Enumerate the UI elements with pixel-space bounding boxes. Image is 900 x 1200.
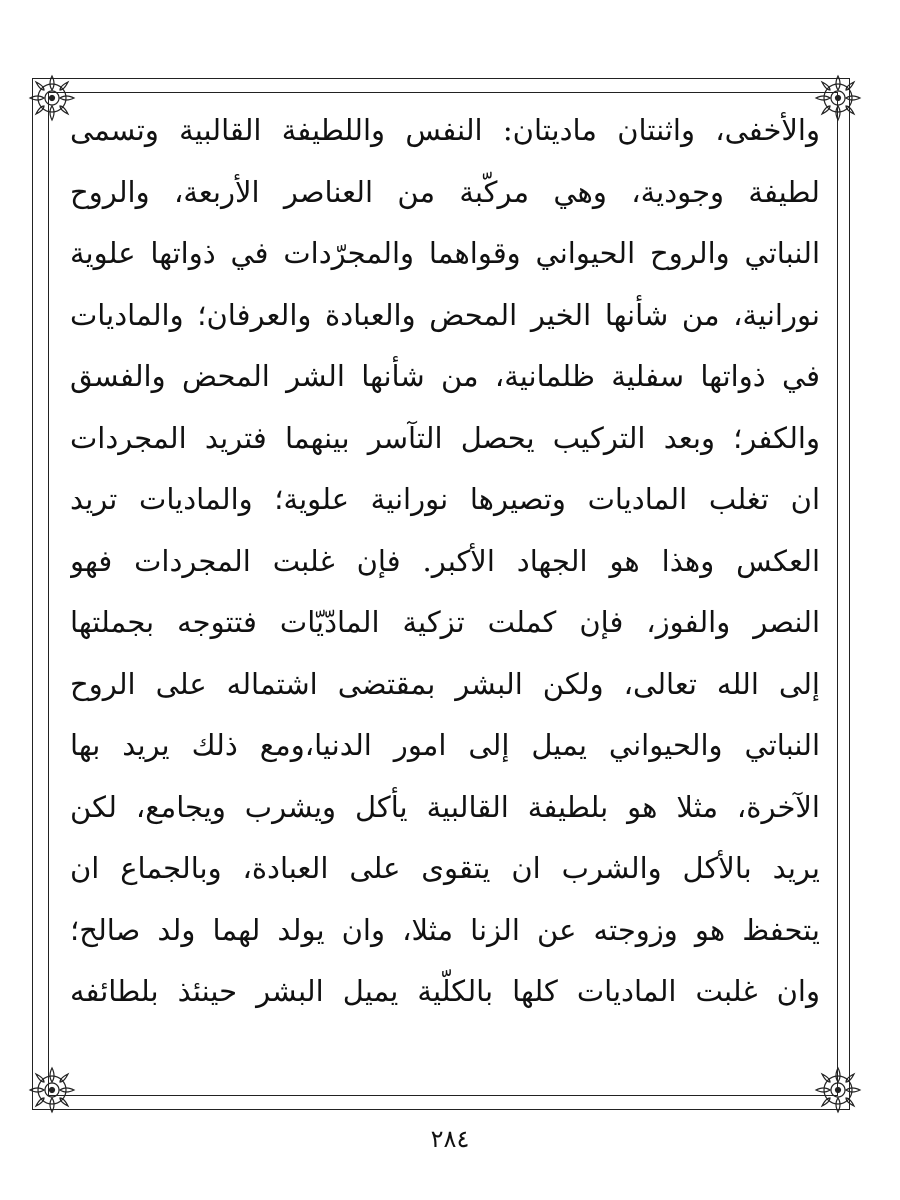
floral-corner-icon bbox=[22, 1060, 82, 1120]
text-line: والكفر؛ وبعد التركيب يحصل التآسر بينهما فتريد المجردات bbox=[70, 420, 820, 455]
page-number: ٢٨٤ bbox=[430, 1125, 470, 1153]
text-line: والأخفى، واثنتان ماديتان: النفس واللطيفة القالبية وتسمى bbox=[70, 113, 820, 147]
text-line: في ذواتها سفلية ظلمانية، من شأنها الشر المحض والفسق bbox=[70, 359, 820, 393]
text-line: النباتي والروح الحيواني وقواهما والمجرّدات في ذواتها علوية bbox=[70, 236, 820, 270]
body-text bbox=[70, 100, 820, 1023]
text-line: نورانية، من شأنها الخير المحض والعبادة والعرفان؛ والماديات bbox=[70, 297, 820, 332]
text-line: وان غلبت الماديات كلها بالكلّية يميل البشر حينئذ بلطائفه bbox=[70, 974, 820, 1008]
text-line: يتحفظ هو وزوجته عن الزنا مثلا، وان يولد لهما ولد صالح؛ bbox=[70, 912, 820, 947]
text-line: ان تغلب الماديات وتصيرها نورانية علوية؛ والماديات تريد bbox=[70, 482, 820, 516]
text-line: يريد بالأكل والشرب ان يتقوى على العبادة، وبالجماع ان bbox=[70, 851, 820, 885]
text-line: إلى الله تعالى، ولكن البشر بمقتضى اشتماله على الروح bbox=[70, 666, 820, 701]
floral-corner-icon bbox=[808, 1060, 868, 1120]
text-line: العكس وهذا هو الجهاد الأكبر. فإن غلبت المجردات فهو bbox=[70, 543, 820, 578]
text-line: الآخرة، مثلا هو بلطيفة القالبية يأكل ويشرب ويجامع، لكن bbox=[70, 789, 820, 824]
text-line: لطيفة وجودية، وهي مركّبة من العناصر الأربعة، والروح bbox=[70, 174, 820, 209]
text-line: النباتي والحيواني يميل إلى امور الدنيا،ومع ذلك يريد بها bbox=[70, 728, 820, 762]
text-line: النصر والفوز، فإن كملت تزكية المادّيّات فتتوجه بجملتها bbox=[70, 605, 820, 639]
